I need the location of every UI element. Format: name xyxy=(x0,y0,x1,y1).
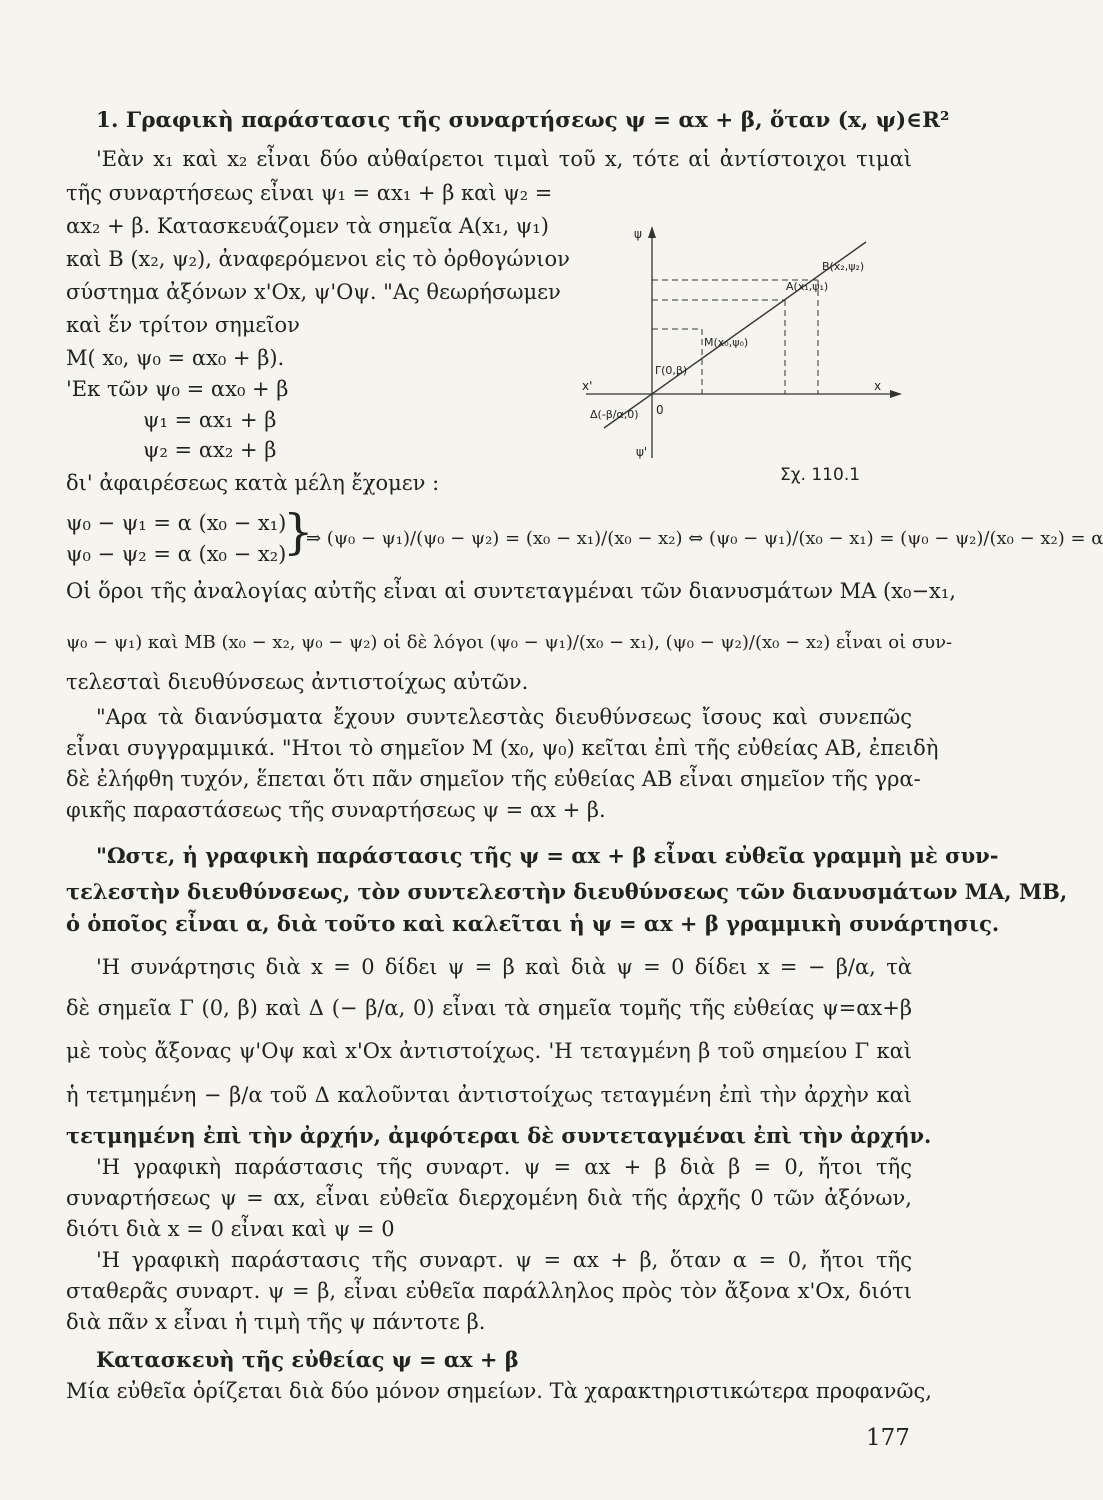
text-line: 'Η γραφικὴ παράστασις τῆς συναρτ. ψ = αx + β, ὅταν α = 0, ἤτοι τῆς xyxy=(96,1248,912,1272)
point-d-label: Δ(-β/α,0) xyxy=(590,408,639,421)
text-line: φικῆς παραστάσεως τῆς συναρτήσεως ψ = αx + β. xyxy=(66,798,606,822)
text-line: τελεσταὶ διευθύνσεως ἀντιστοίχως αὐτῶν. xyxy=(66,670,529,694)
text-line: σταθερᾶς συναρτ. ψ = β, εἶναι εὐθεῖα παράλληλος πρὸς τὸν ἄξονα x'Ox, διότι xyxy=(66,1279,912,1303)
text-line: τῆς συναρτήσεως εἶναι ψ₁ = αx₁ + β καὶ ψ₂ = xyxy=(66,181,553,205)
text-line: αx₂ + β. Κατασκευάζομεν τὰ σημεῖα A(x₁, ψ₁) xyxy=(66,214,549,238)
text-line: ψ₂ = αx₂ + β xyxy=(143,438,277,462)
text-line: 'Η συνάρτησις διὰ x = 0 δίδει ψ = β καὶ διὰ ψ = 0 δίδει x = − β/α, τὰ xyxy=(96,955,912,979)
text-line: ψ₀ − ψ₁) καὶ MB (x₀ − x₂, ψ₀ − ψ₂) οἱ δὲ λόγοι (ψ₀ − ψ₁)/(x₀ − x₁), (ψ₀ − ψ₂)/(x₀ − x₂) εἶναι οἱ συν- xyxy=(66,632,953,653)
equation-1: ψ₀ − ψ₁ = α (x₀ − x₁) xyxy=(66,511,287,535)
y-axis-label: ψ xyxy=(634,227,642,241)
text-line: ψ₁ = αx₁ + β xyxy=(143,408,277,432)
equation-2: ψ₀ − ψ₂ = α (x₀ − x₂) xyxy=(66,542,287,566)
section-heading: 1. Γραφικὴ παράστασις τῆς συναρτήσεως ψ = αx + β, ὅταν (x, ψ)∈R² xyxy=(96,108,950,133)
text-line: δὲ σημεῖα Γ (0, β) καὶ Δ (− β/α, 0) εἶναι τὰ σημεῖα τομῆς τῆς εὐθείας ψ=αx+β xyxy=(66,996,912,1020)
point-b-label: B(x₂,ψ₂) xyxy=(822,260,865,273)
x-prime-label: x' xyxy=(582,379,593,393)
text-line: Μία εὐθεῖα ὁρίζεται διὰ δύο μόνον σημείων. Τὰ χαρακτηριστικώτερα προφανῶς, xyxy=(66,1379,932,1403)
x-axis-label: x xyxy=(874,379,882,393)
figure-caption: Σχ. 110.1 xyxy=(780,465,861,485)
text-line: καὶ B (x₂, ψ₂), ἀναφερόμενοι εἰς τὸ ὀρθογώνιον xyxy=(66,247,570,271)
page-number: 177 xyxy=(866,1425,910,1451)
origin-label: 0 xyxy=(656,403,664,417)
text-line: ἡ τετμημένη − β/α τοῦ Δ καλοῦνται ἀντιστοίχως τεταγμένη ἐπὶ τὴν ἀρχὴν καὶ xyxy=(66,1083,912,1107)
text-line: δὲ ἐλήφθη τυχόν, ἕπεται ὅτι πᾶν σημεῖον τῆς εὐθείας AB εἶναι σημεῖον τῆς γρα- xyxy=(66,767,921,791)
text-line: ὁ ὁποῖος εἶναι α, διὰ τοῦτο καὶ καλεῖται ἡ ψ = αx + β γραμμικὴ συνάρτησις. xyxy=(66,911,1000,936)
text-line: διότι διὰ x = 0 εἶναι καὶ ψ = 0 xyxy=(66,1217,395,1241)
subheading: Κατασκευὴ τῆς εὐθείας ψ = αx + β xyxy=(96,1347,519,1372)
point-g-label: Γ(0,β) xyxy=(655,364,688,377)
text-line: τετμημένη ἐπὶ τὴν ἀρχήν, ἀμφότεραι δὲ συντεταγμέναι ἐπὶ τὴν ἀρχήν. xyxy=(66,1123,932,1148)
point-a-label: A(x₁,ψ₁) xyxy=(786,280,829,293)
text-line: μὲ τοὺς ἄξονας ψ'Oψ καὶ x'Ox ἀντιστοίχως. 'Η τεταγμένη β τοῦ σημείου Γ καὶ xyxy=(66,1039,912,1063)
text-line: "Αρα τὰ διανύσματα ἔχουν συντελεστὰς διευθύνσεως ἴσους καὶ συνεπῶς xyxy=(96,705,912,729)
text-line: συναρτήσεως ψ = αx, εἶναι εὐθεῖα διερχομένη διὰ τῆς ἀρχῆς 0 τῶν ἀξόνων, xyxy=(66,1186,912,1210)
text-line: M( x₀, ψ₀ = αx₀ + β). xyxy=(66,346,285,370)
text-line: τελεστὴν διευθύνσεως, τὸν συντελεστὴν διευθύνσεως τῶν διανυσμάτων MA, MB, xyxy=(66,879,1068,904)
text-line: διὰ πᾶν x εἶναι ἡ τιμὴ τῆς ψ πάντοτε β. xyxy=(66,1310,486,1334)
text-line: 'Εκ τῶν ψ₀ = αx₀ + β xyxy=(66,377,289,401)
text-line: "Ωστε, ἡ γραφικὴ παράστασις τῆς ψ = αx + β εἶναι εὐθεῖα γραμμὴ μὲ συν- xyxy=(96,843,999,868)
point-m-label: M(x₀,ψ₀) xyxy=(704,336,749,349)
text-line: εἶναι συγγραμμικά. "Ητοι τὸ σημεῖον M (x₀, ψ₀) κεῖται ἐπὶ τῆς εὐθείας AB, ἐπειδὴ xyxy=(66,736,939,760)
text-line: σύστημα ἀξόνων x'Ox, ψ'Oψ. "Ας θεωρήσωμεν xyxy=(66,280,561,304)
text-line: 'Εὰν x₁ καὶ x₂ εἶναι δύο αὐθαίρετοι τιμαὶ τοῦ x, τότε αἱ ἀντίστοιχοι τιμαὶ xyxy=(96,147,912,171)
text-line: δι' ἀφαιρέσεως κατὰ μέλη ἔχομεν : xyxy=(66,471,440,495)
text-line: καὶ ἕν τρίτον σημεῖον xyxy=(66,313,300,337)
ratio-equation: ⇒ (ψ₀ − ψ₁)/(ψ₀ − ψ₂) = (x₀ − x₁)/(x₀ − x₂) ⇔ (ψ₀ − ψ₁)/(x₀ − x₁) = (ψ₀ − ψ₂)/(x₀ − x₂) = α xyxy=(306,528,1103,549)
y-prime-label: ψ' xyxy=(636,445,648,459)
figure-110-1 xyxy=(564,212,904,498)
brace-symbol: } xyxy=(283,504,314,560)
text-line: Οἱ ὅροι τῆς ἀναλογίας αὐτῆς εἶναι αἱ συντεταγμέναι τῶν διανυσμάτων MA (x₀−x₁, xyxy=(66,579,956,603)
text-line: 'Η γραφικὴ παράστασις τῆς συναρτ. ψ = αx + β διὰ β = 0, ἤτοι τῆς xyxy=(96,1155,912,1179)
